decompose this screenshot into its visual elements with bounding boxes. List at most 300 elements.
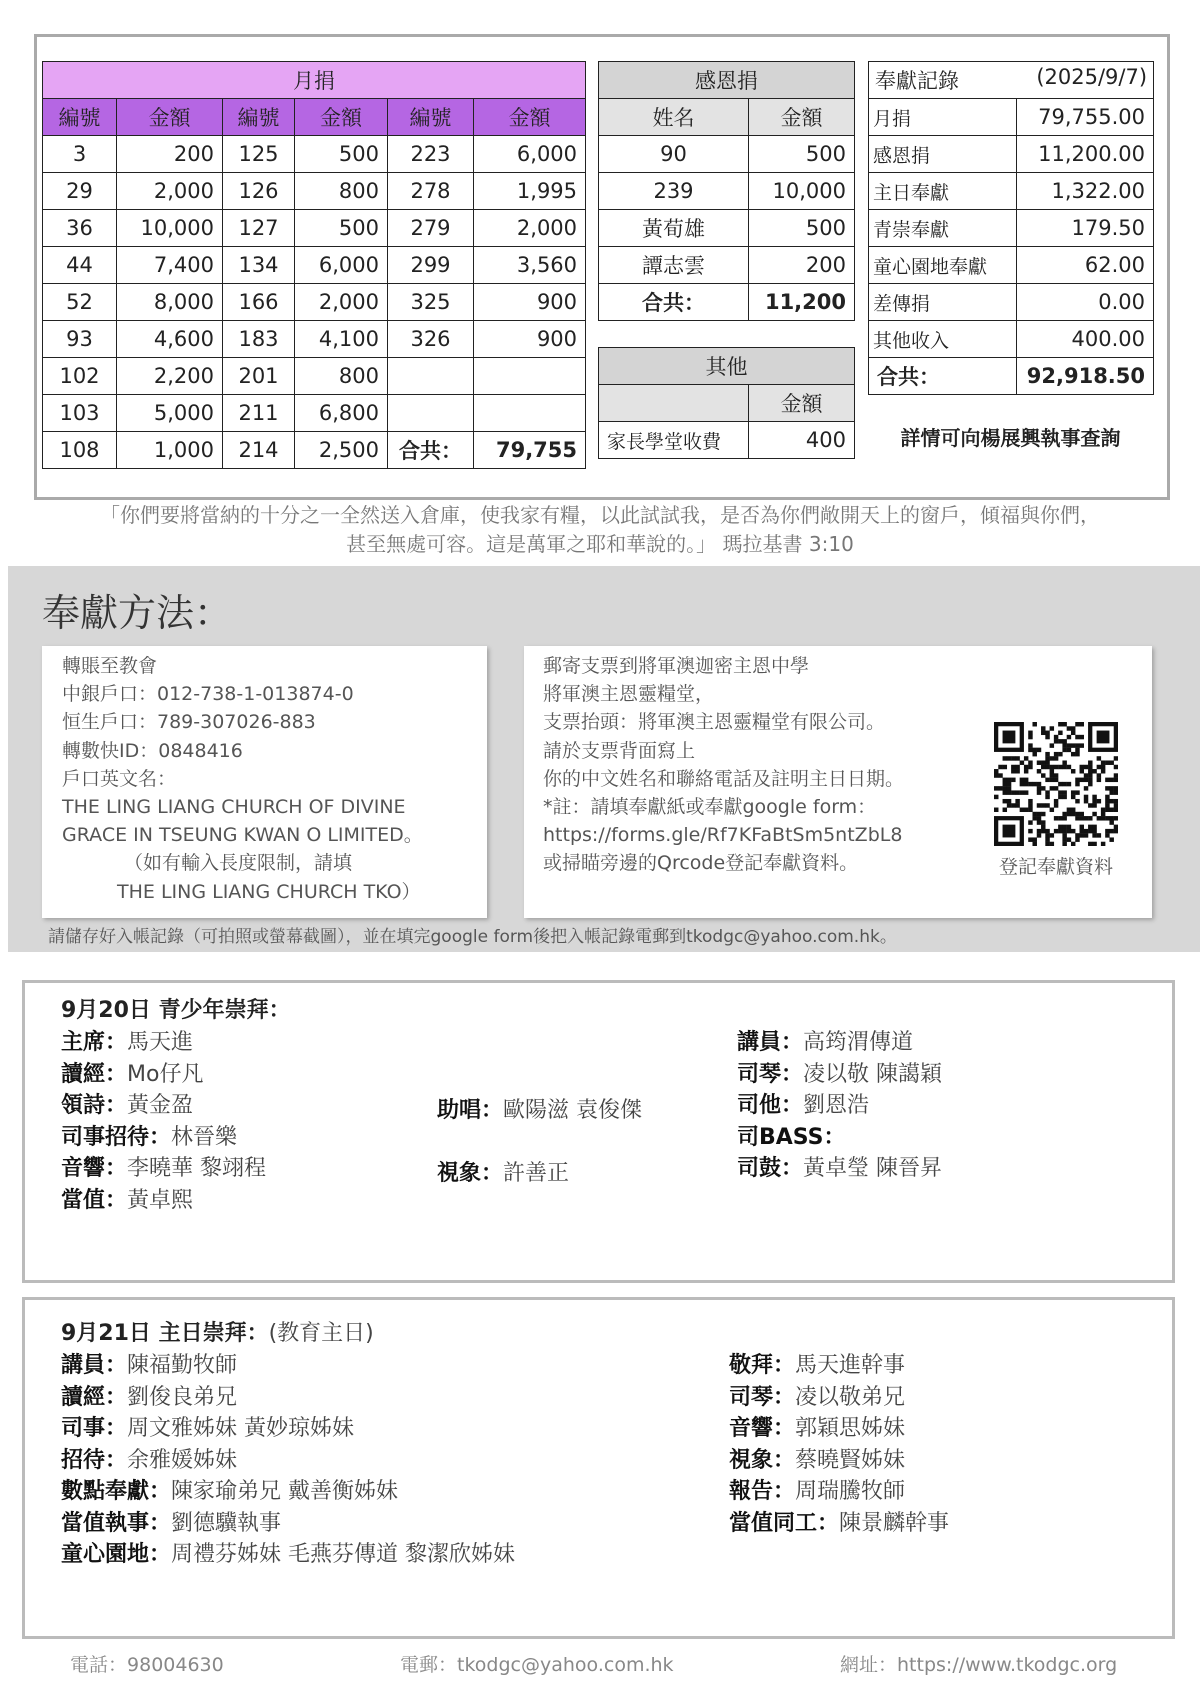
qr-module [1097,731,1110,744]
thanks-total-value: 11,200 [749,284,855,321]
table-row [869,247,1154,284]
qr-module [1080,778,1084,782]
qr-module [1007,803,1011,807]
table-cell: 500 [749,210,855,247]
duty-person: 歐陽滋 袁俊傑 [503,1098,643,1123]
qr-module [1024,782,1028,786]
qr-module [1028,782,1032,786]
record-total-label: 合共： [869,358,1017,395]
qr-module [1050,778,1054,782]
qr-module [1088,842,1092,846]
bank-info-line: （如有輸入長度限制，請填 [124,852,353,875]
qr-module [1097,778,1101,782]
qr-module [1067,735,1071,739]
table-cell: 239 [599,173,749,210]
table-cell: 6,800 [295,395,388,432]
qr-module [1028,765,1032,769]
duty-role: 司事： [61,1416,128,1441]
qr-module [1075,752,1079,756]
qr-module [1084,816,1088,820]
qr-module [1058,739,1062,743]
duty-row [737,1153,942,1185]
qr-module [1015,799,1019,803]
qr-code-image [994,722,1118,846]
table-cell: 103 [43,395,117,432]
qr-module [1067,782,1071,786]
table-cell: 279 [388,210,474,247]
bank-info-line: 轉賬至教會 [62,655,158,677]
qr-module [1041,726,1045,730]
qr-module [1080,765,1084,769]
qr-module [1003,790,1007,794]
qr-module [1028,803,1032,807]
table-cell: 感恩捐 [869,136,1017,173]
table-cell: 500 [295,136,388,173]
qr-module [1037,829,1041,833]
qr-module [1037,803,1041,807]
qr-module [1015,803,1019,807]
duty-row [737,1122,942,1154]
youth-title: 9月20日 青少年崇拜： [61,998,291,1023]
qr-module [1028,820,1032,824]
qr-module [1067,726,1071,730]
col-header: 金額 [474,99,586,136]
duty-person: 余雅媛姊妹 [127,1447,238,1473]
qr-module [1015,790,1019,794]
table-row [43,173,586,210]
qr-module [1071,769,1075,773]
qr-module [1067,825,1071,829]
qr-module [1041,773,1045,777]
qr-module [1084,773,1088,777]
table-cell: 1,322.00 [1017,173,1154,210]
qr-module [1109,786,1113,790]
qr-module [1088,803,1092,807]
bible-verse [40,501,1160,559]
table-cell: 90 [599,136,749,173]
qr-module [1015,756,1019,760]
qr-module [1045,756,1049,760]
qr-module [1045,837,1049,841]
qr-module [1067,829,1071,833]
duty-row [729,1350,949,1382]
table-row [599,210,855,247]
qr-module [1092,825,1096,829]
qr-module [1007,786,1011,790]
qr-module [1015,769,1019,773]
duty-role: 音響： [729,1416,796,1441]
sunday-title-note: (教育主日) [268,1321,374,1346]
table-cell: 500 [295,210,388,247]
table-cell: 青崇奉獻 [869,210,1017,247]
qr-module [1101,816,1105,820]
qr-module [1080,769,1084,773]
qr-module [1109,778,1113,782]
qr-module [1045,760,1049,764]
qr-module [1080,816,1084,820]
qr-module [1054,799,1058,803]
table-cell: 主日奉獻 [869,173,1017,210]
qr-module [1105,829,1109,833]
table-cell: 合共： [388,432,474,469]
qr-module [1058,782,1062,786]
monthly-title: 月捐 [43,62,586,99]
qr-module [1109,816,1113,820]
qr-module [1105,816,1109,820]
qr-module [1058,752,1062,756]
duty-role: 當值同工： [729,1510,840,1536]
qr-module [1028,760,1032,764]
qr-module [1109,829,1113,833]
qr-module [1101,769,1105,773]
qr-module [1003,786,1007,790]
table-cell: 79,755 [474,432,586,469]
qr-module [1024,808,1028,812]
qr-module [1028,808,1032,812]
qr-module [1105,795,1109,799]
qr-module [1032,782,1036,786]
qr-module [1015,765,1019,769]
table-cell: 2,000 [295,284,388,321]
qr-module [1080,829,1084,833]
web-link[interactable]: https://www.tkodgc.org [897,1654,1118,1676]
qr-module [1062,743,1066,747]
table-cell: 7,400 [117,247,223,284]
table-cell: 10,000 [749,173,855,210]
qr-module [1024,778,1028,782]
qr-module [1045,829,1049,833]
qr-module [1037,790,1041,794]
other-row-value: 400 [749,422,855,459]
qr-module [1037,812,1041,816]
qr-module [1105,760,1109,764]
qr-module [1084,795,1088,799]
empty-header [599,385,749,422]
qr-module [1032,812,1036,816]
duty-role: 主席： [61,1030,128,1055]
qr-module [1024,756,1028,760]
table-cell: 0.00 [1017,284,1154,321]
qr-module [1071,752,1075,756]
duty-role: 童心園地： [61,1542,172,1567]
table-cell: 200 [749,247,855,284]
qr-module [1037,833,1041,837]
duty-role: 司鼓： [737,1156,804,1181]
qr-code[interactable] [994,722,1118,846]
qr-module [1067,837,1071,841]
qr-module [1062,812,1066,816]
qr-module [1080,833,1084,837]
qr-module [1101,842,1105,846]
duty-person: 周瑞騰牧師 [795,1479,906,1504]
duty-row [61,1185,266,1217]
table-cell: 1,000 [117,432,223,469]
table-cell: 79,755.00 [1017,99,1154,136]
bank-info-line: GRACE IN TSEUNG KWAN O LIMITED。 [62,824,423,847]
qr-module [1062,825,1066,829]
duty-row [729,1382,949,1414]
qr-module [1028,735,1032,739]
table-cell: 童心園地奉獻 [869,247,1017,284]
qr-module [1088,760,1092,764]
qr-module [1080,825,1084,829]
bank-info-line: 轉數快ID：0848416 [62,739,243,762]
qr-module [1114,808,1118,812]
table-cell: 200 [117,136,223,173]
qr-module [1054,786,1058,790]
duty-person: 黃金盈 [127,1093,194,1118]
duty-person: 陳家瑜弟兄 戴善衡姊妹 [171,1479,399,1504]
qr-module [1032,842,1036,846]
table-row [599,173,855,210]
qr-module [1037,782,1041,786]
qr-module [1032,837,1036,841]
duty-row [729,1476,949,1508]
table-cell: 29 [43,173,117,210]
table-cell: 183 [223,321,295,358]
duty-person: 許善正 [503,1161,570,1186]
cheque-info-line: 將軍澳主恩靈糧堂， [543,683,715,706]
table-cell: 44 [43,247,117,284]
table-row [869,173,1154,210]
cheque-info-line: 支票抬頭：將軍澳主恩靈糧堂有限公司。 [543,711,886,734]
table-cell: 52 [43,284,117,321]
table-cell: 102 [43,358,117,395]
qr-module [1003,782,1007,786]
qr-module [1058,829,1062,833]
qr-module [1007,782,1011,786]
duty-person: 周文雅姊妹 黃妙琼姊妹 [127,1416,355,1441]
qr-module [1105,833,1109,837]
qr-module [1054,735,1058,739]
duty-person: 高筠渭傳道 [803,1030,914,1055]
qr-module [1105,778,1109,782]
duty-row [61,1027,266,1059]
qr-module [994,786,998,790]
qr-module [1062,829,1066,833]
duty-person: 郭穎思姊妹 [795,1416,906,1441]
qr-module [1088,829,1092,833]
table-cell: 3 [43,136,117,173]
qr-module [1084,786,1088,790]
qr-module [1080,812,1084,816]
table-row [43,321,586,358]
other-title: 其他 [599,348,855,385]
qr-module [1075,833,1079,837]
qr-module [994,795,998,799]
enquiry-note: 詳情可向楊展興執事查詢 [900,426,1121,450]
cheque-info-line: https://forms.gle/Rf7KFaBtSm5ntZbL8 [543,824,903,847]
qr-module [998,765,1002,769]
qr-module [1037,786,1041,790]
col-header: 金額 [749,385,855,422]
duty-row [61,1476,515,1508]
qr-module [1097,833,1101,837]
table-cell: 201 [223,358,295,395]
qr-module [1037,748,1041,752]
duty-role: 讀經： [61,1384,128,1410]
qr-module [1088,765,1092,769]
qr-module [1058,825,1062,829]
qr-module [1028,837,1032,841]
qr-module [1011,756,1015,760]
duty-person: 林晉樂 [171,1124,238,1150]
qr-module [1088,778,1092,782]
qr-module [1062,748,1066,752]
qr-module [1028,799,1032,803]
table-row [869,321,1154,358]
qr-module [1062,765,1066,769]
qr-module [1109,808,1113,812]
duty-person: 凌以敬弟兄 [795,1384,906,1410]
qr-module [1045,790,1049,794]
giving-title: 奉獻方法： [42,591,233,635]
qr-module [1067,812,1071,816]
table-cell: 166 [223,284,295,321]
qr-module [1050,773,1054,777]
qr-module [1109,799,1113,803]
qr-module [1080,722,1084,726]
qr-module [1007,778,1011,782]
table-cell: 6,000 [474,136,586,173]
qr-module [1092,812,1096,816]
qr-module [1054,829,1058,833]
table-cell: 278 [388,173,474,210]
qr-module [1062,760,1066,764]
qr-module [1080,735,1084,739]
qr-module [1050,833,1054,837]
qr-module [1024,769,1028,773]
duty-role: 講員： [61,1353,128,1378]
duty-person: 黃卓瑩 陳晉昇 [803,1156,943,1181]
qr-module [1054,773,1058,777]
qr-module [1045,752,1049,756]
qr-module [1092,769,1096,773]
email-link[interactable]: tkodgc@yahoo.com.hk [457,1654,674,1676]
qr-module [1045,803,1049,807]
table-row [869,99,1154,136]
qr-module [994,773,998,777]
table-cell: 11,200.00 [1017,136,1154,173]
qr-module [1097,756,1101,760]
qr-module [1011,765,1015,769]
table-cell: 223 [388,136,474,173]
qr-module [1084,799,1088,803]
qr-module [1084,829,1088,833]
qr-module [1050,769,1054,773]
record-date: (2025/9/7) [1036,65,1148,89]
qr-module [1050,842,1054,846]
qr-module [1020,808,1024,812]
table-row [43,395,586,432]
duty-role: 司BASS： [737,1124,846,1150]
email-label: 電郵： [400,1654,458,1676]
qr-module [1062,837,1066,841]
qr-module [1071,842,1075,846]
qr-module [1050,726,1054,730]
qr-module [1092,842,1096,846]
qr-module [1058,722,1062,726]
duty-row [737,1059,942,1091]
qr-module [1045,731,1049,735]
qr-module [1037,760,1041,764]
qr-module [1092,795,1096,799]
thanks-title: 感恩捐 [599,62,855,99]
qr-module [1075,778,1079,782]
table-row [43,210,586,247]
cheque-info-line: 你的中文姓名和聯絡電話及註明主日日期。 [543,767,905,790]
qr-module [1109,837,1113,841]
verse-line: 「你們要將當納的十分之一全然送入倉庫，使我家有糧，以此試試我，是否為你們敞開天上的窗戶，傾福與你們， [100,503,1100,527]
qr-module [1011,803,1015,807]
qr-module [1054,752,1058,756]
qr-module [1024,765,1028,769]
web-label: 網址： [840,1654,898,1676]
qr-module [1109,760,1113,764]
qr-module [1032,816,1036,820]
qr-module [1062,790,1066,794]
qr-module [1041,786,1045,790]
qr-module [1058,816,1062,820]
qr-module [1041,820,1045,824]
table-row [43,247,586,284]
duty-row [61,1508,515,1540]
col-header: 金額 [749,99,855,136]
qr-module [1058,795,1062,799]
qr-module [1020,760,1024,764]
qr-module [1109,820,1113,824]
footer-web [840,1650,1117,1677]
duty-person: 黃卓熙 [127,1187,194,1213]
monthly-offering-table [42,61,586,469]
qr-module [1092,829,1096,833]
qr-module [1114,816,1118,820]
qr-module [1084,778,1088,782]
table-cell: 211 [223,395,295,432]
footer [70,1650,224,1677]
qr-module [1071,731,1075,735]
duty-row [61,1445,515,1477]
duty-row [61,1413,515,1445]
qr-module [1054,756,1058,760]
qr-module [1105,799,1109,803]
qr-module [1062,816,1066,820]
table-cell [474,358,586,395]
duty-person: 馬天進 [127,1030,194,1055]
qr-module [1003,731,1016,744]
thanks-total-label: 合共： [599,284,749,321]
col-header: 姓名 [599,99,749,136]
youth-worship-box [22,980,1175,1283]
duty-person: 李曉華 黎翊程 [127,1156,267,1181]
qr-module [1007,756,1011,760]
cheque-info-line: 郵寄支票到將軍澳迦密主恩中學 [543,655,810,677]
duty-role: 講員： [737,1030,804,1055]
table-cell: 179.50 [1017,210,1154,247]
table-row [599,247,855,284]
qr-module [1075,790,1079,794]
table-cell: 6,000 [295,247,388,284]
duty-row [61,1122,266,1154]
qr-module [1067,808,1071,812]
table-cell: 2,200 [117,358,223,395]
table-cell [474,395,586,432]
qr-module [1045,778,1049,782]
qr-module [1045,795,1049,799]
qr-module [1028,748,1032,752]
duty-role: 視象： [437,1161,504,1186]
phone-label: 電話： [70,1654,128,1676]
